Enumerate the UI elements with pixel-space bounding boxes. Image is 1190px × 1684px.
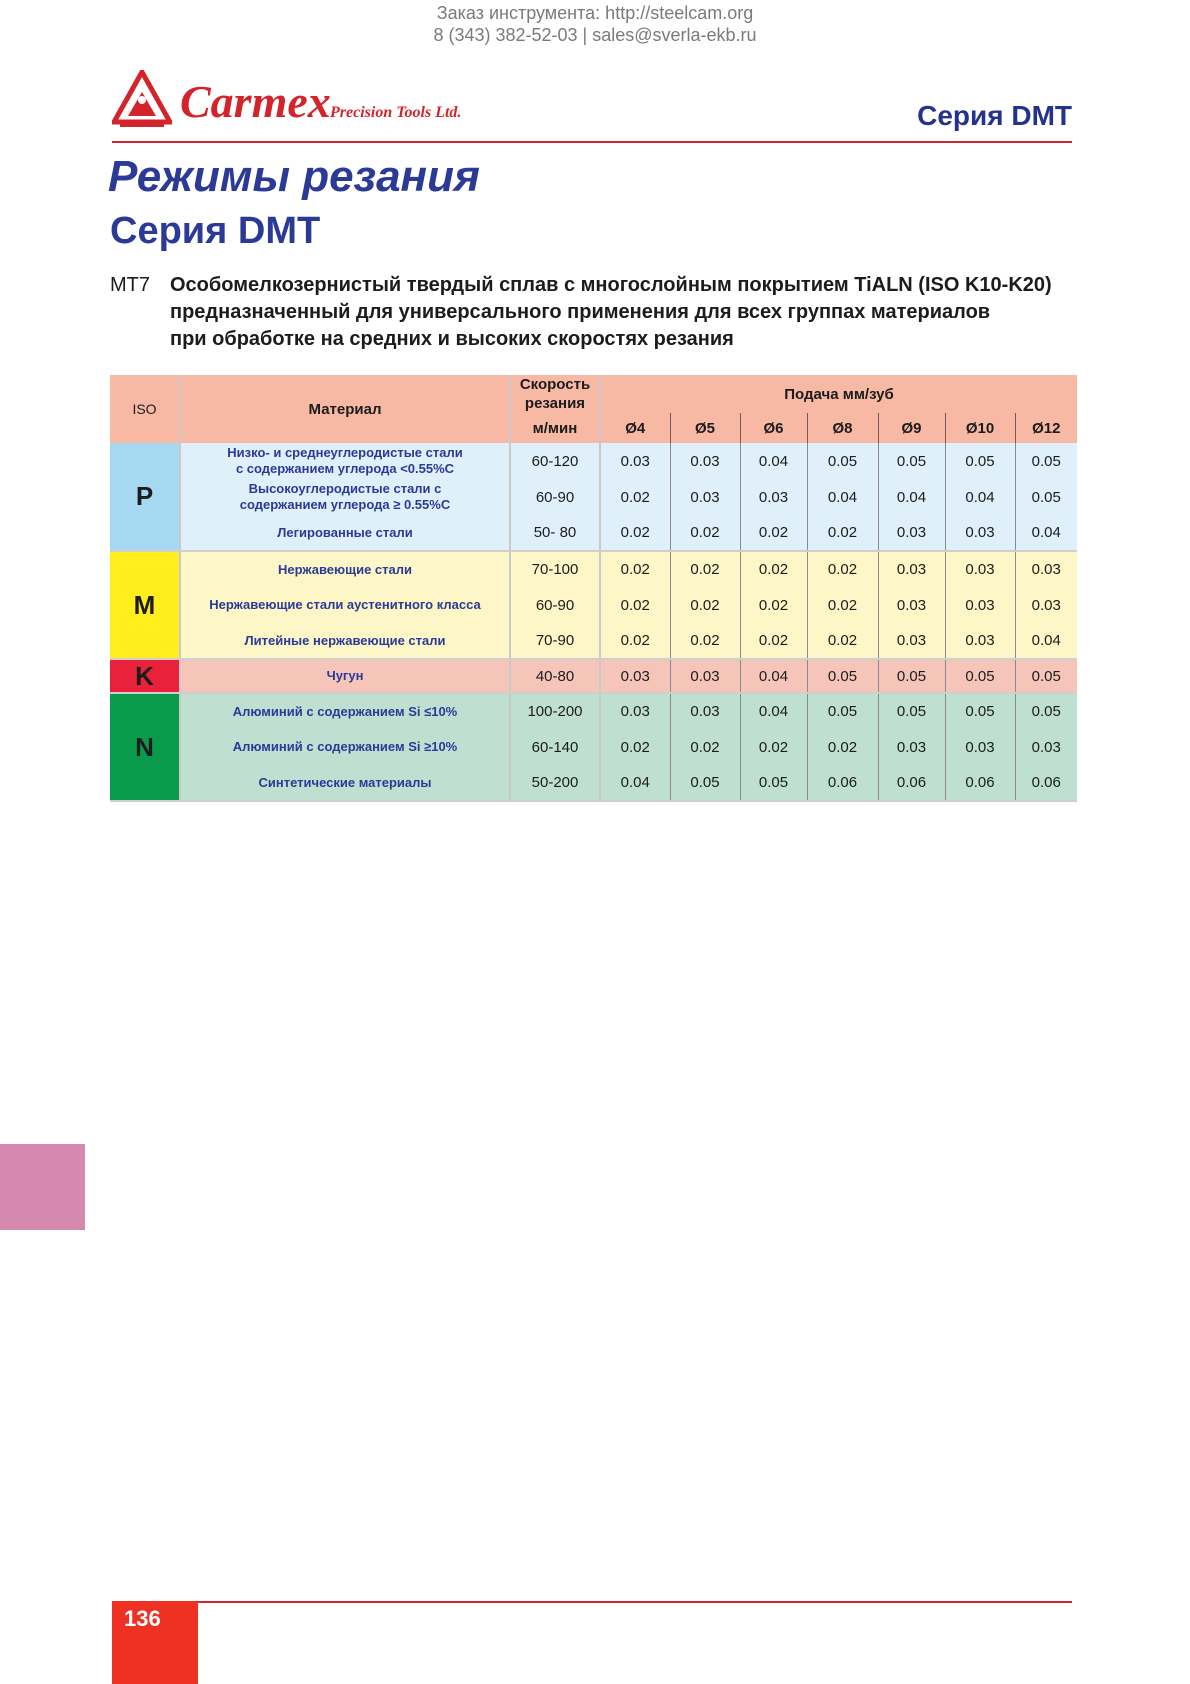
feed-cell: 0.04 [740,659,807,693]
header-diameter-8: Ø8 [807,413,878,443]
material-name: Чугун [326,668,364,683]
speed-cell: 70-100 [510,551,600,587]
table-row [110,551,1077,587]
feed-cell: 0.02 [807,551,878,587]
table-body [110,443,1077,801]
material-cell [180,479,510,515]
table-row [110,515,1077,551]
feed-cell: 0.03 [1015,729,1077,765]
feed-cell: 0.06 [945,765,1015,801]
feed-cell: 0.02 [807,729,878,765]
feed-cell: 0.02 [740,551,807,587]
speed-cell: 50- 80 [510,515,600,551]
feed-cell: 0.03 [878,623,945,659]
feed-cell: 0.05 [1015,443,1077,479]
header-speed-line-2: резания [524,395,586,412]
feed-cell: 0.03 [670,659,740,693]
material-name: Алюминий с содержанием Si ≥10% [232,739,458,754]
material-cell [180,515,510,551]
header-diameter-5: Ø5 [670,413,740,443]
feed-cell: 0.02 [740,729,807,765]
page-subtitle: Серия DMT [110,210,321,252]
feed-cell: 0.03 [878,587,945,623]
feed-cell: 0.03 [945,515,1015,551]
feed-cell: 0.05 [945,693,1015,729]
feed-cell: 0.03 [1015,587,1077,623]
material-name: Нержавеющие стали [277,561,413,577]
feed-cell: 0.03 [945,551,1015,587]
iso-group-m: M [110,551,180,659]
feed-cell: 0.02 [600,515,670,551]
speed-cell: 50-200 [510,765,600,801]
feed-cell: 0.03 [600,693,670,729]
table-row [110,729,1077,765]
speed-cell: 60-90 [510,479,600,515]
contact-order-line: Заказ инструмента: http://steelcam.org [436,3,754,23]
feed-cell: 0.05 [807,693,878,729]
feed-cell: 0.04 [1015,623,1077,659]
feed-cell: 0.02 [807,587,878,623]
header-diameter-12: Ø12 [1015,413,1077,443]
feed-cell: 0.05 [945,443,1015,479]
feed-cell: 0.05 [807,443,878,479]
material-cell [180,551,510,587]
header-speed-line-1: Скорость [519,376,591,393]
table-row [110,693,1077,729]
brand-subtitle: Precision Tools Ltd. [330,104,462,121]
feed-cell: 0.05 [1015,693,1077,729]
feed-cell: 0.05 [1015,659,1077,693]
feed-cell: 0.05 [1015,479,1077,515]
material-cell [180,729,510,765]
feed-cell: 0.02 [670,551,740,587]
feed-cell: 0.03 [670,693,740,729]
feed-cell: 0.05 [670,765,740,801]
material-name: Высокоуглеродистые стали с [248,481,442,496]
material-cell [180,659,510,693]
feed-cell: 0.04 [1015,515,1077,551]
feed-cell: 0.05 [878,693,945,729]
speed-cell: 70-90 [510,623,600,659]
speed-cell: 60-120 [510,443,600,479]
grade-code: MT7 [110,274,150,296]
header-diameter-4: Ø4 [600,413,670,443]
material-name: Нержавеющие стали аустенитного класса [209,597,481,612]
feed-cell: 0.03 [1015,551,1077,587]
feed-cell: 0.04 [740,693,807,729]
table-row [110,659,1077,693]
feed-cell: 0.06 [878,765,945,801]
feed-cell: 0.02 [740,623,807,659]
feed-cell: 0.05 [945,659,1015,693]
header-speed-unit: м/мин [510,413,600,443]
feed-cell: 0.04 [945,479,1015,515]
table-row [110,479,1077,515]
feed-cell: 0.03 [878,551,945,587]
feed-cell: 0.03 [600,443,670,479]
feed-cell: 0.02 [600,551,670,587]
feed-cell: 0.02 [807,623,878,659]
speed-cell: 40-80 [510,659,600,693]
speed-cell: 60-140 [510,729,600,765]
section-side-tab [0,1144,85,1230]
feed-cell: 0.03 [945,587,1015,623]
speed-cell: 100-200 [510,693,600,729]
grade-description-line-2: предназначенный для универсального применения для всех группах материалов [170,301,991,323]
table-row [110,765,1077,801]
feed-cell: 0.04 [807,479,878,515]
material-cell [180,587,510,623]
table-row [110,623,1077,659]
feed-cell: 0.04 [878,479,945,515]
feed-cell: 0.02 [670,515,740,551]
iso-group-k: K [110,659,180,693]
feed-cell: 0.02 [670,623,740,659]
speed-cell: 60-90 [510,587,600,623]
iso-group-n: N [110,693,180,801]
header-speed [510,375,600,413]
page-title: Режимы резания [108,152,480,201]
material-cell [180,623,510,659]
footer-divider [196,1601,1072,1603]
page-number: 136 [124,1606,161,1631]
feed-cell: 0.03 [878,515,945,551]
header-diameter-6: Ø6 [740,413,807,443]
feed-cell: 0.05 [807,659,878,693]
material-name-line-2: с содержанием углерода <0.55%C [235,461,455,476]
feed-cell: 0.03 [945,729,1015,765]
table-row [110,443,1077,479]
feed-cell: 0.02 [740,515,807,551]
material-name: Синтетические материалы [258,774,432,790]
grade-description [170,272,1070,353]
feed-cell: 0.03 [740,479,807,515]
carmex-logo-icon [112,70,172,130]
header-diameter-9: Ø9 [878,413,945,443]
material-cell [180,693,510,729]
feed-cell: 0.05 [878,443,945,479]
feed-cell: 0.02 [670,587,740,623]
feed-cell: 0.05 [878,659,945,693]
feed-cell: 0.03 [670,443,740,479]
feed-cell: 0.02 [670,729,740,765]
header-divider [112,141,1072,143]
feed-cell: 0.02 [740,587,807,623]
feed-cell: 0.03 [945,623,1015,659]
feed-cell: 0.06 [1015,765,1077,801]
iso-group-p: P [110,443,180,551]
feed-cell: 0.03 [600,659,670,693]
feed-cell: 0.05 [740,765,807,801]
cutting-data-table [110,375,1077,802]
feed-cell: 0.03 [670,479,740,515]
header-feed: Подача мм/зуб [600,375,1077,413]
feed-cell: 0.04 [740,443,807,479]
feed-cell: 0.04 [600,765,670,801]
material-cell [180,765,510,801]
feed-cell: 0.02 [600,479,670,515]
material-name: Низко- и среднеуглеродистые стали [227,445,463,460]
material-name: Литейные нержавеющие стали [244,632,446,648]
material-name: Алюминий с содержанием Si ≤10% [232,703,458,719]
feed-cell: 0.02 [807,515,878,551]
grade-description-line-3: при обработке на средних и высоких скоростях резания [170,328,734,350]
header-iso: ISO [110,375,180,443]
feed-cell: 0.02 [600,623,670,659]
feed-cell: 0.02 [600,587,670,623]
series-tag: Серия DMT [917,100,1072,131]
material-cell [180,443,510,479]
table-row [110,587,1077,623]
brand-name: Carmex [180,76,331,127]
grade-description-line-1: Особомелкозернистый твердый сплав с многослойным покрытием TiALN (ISO K10-K20) [170,274,1052,296]
feed-cell: 0.03 [878,729,945,765]
feed-cell: 0.06 [807,765,878,801]
material-name: Легированные стали [277,524,413,540]
header-diameter-10: Ø10 [945,413,1015,443]
material-name-line-2: содержанием углерода ≥ 0.55%C [239,497,451,512]
feed-cell: 0.02 [600,729,670,765]
contact-phone-email-line: 8 (343) 382-52-03 | sales@sverla-ekb.ru [433,25,757,45]
header-material: Материал [180,375,510,443]
